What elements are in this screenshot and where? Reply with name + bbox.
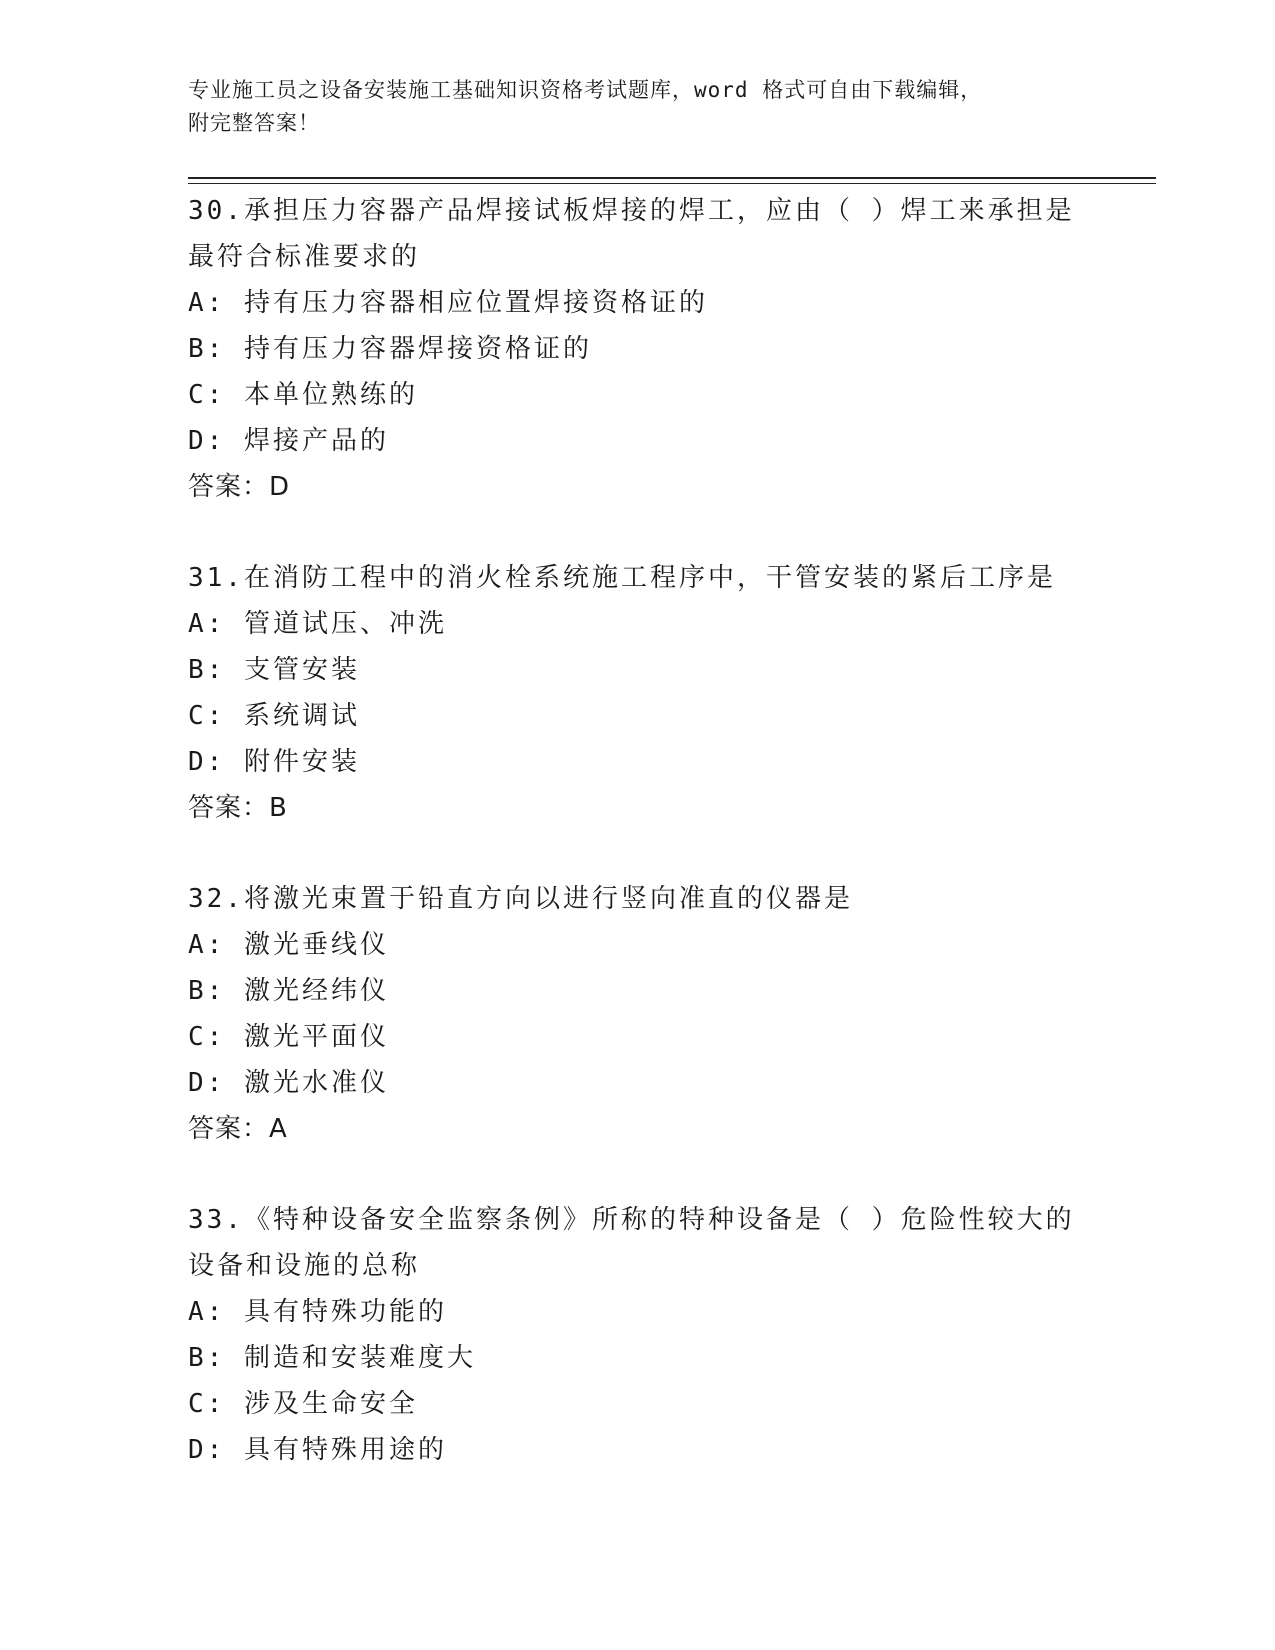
question-stem: 30.承担压力容器产品焊接试板焊接的焊工，应由（ ）焊工来承担是: [188, 196, 1075, 226]
option-d: D: 激光水准仪: [188, 1068, 389, 1098]
question-33: [188, 1197, 1088, 1473]
document-header: [188, 74, 1068, 140]
header-line: 专业施工员之设备安装施工基础知识资格考试题库，word 格式可自由下载编辑，: [188, 78, 983, 102]
option-a: A: 具有特殊功能的: [188, 1297, 447, 1327]
question-list: [188, 188, 1088, 1518]
option-c: C: 系统调试: [188, 701, 360, 731]
question-32: [188, 876, 1088, 1152]
header-line: 附完整答案！: [188, 111, 320, 135]
question-stem: 最符合标准要求的: [188, 242, 421, 272]
option-d: D: 焊接产品的: [188, 426, 389, 456]
header-divider-thick: [188, 177, 1156, 179]
question-stem: 33.《特种设备安全监察条例》所称的特种设备是（ ）危险性较大的: [188, 1205, 1075, 1235]
header-divider-thin: [188, 183, 1156, 184]
question-31: [188, 555, 1088, 831]
option-b: B: 支管安装: [188, 655, 360, 685]
question-stem: 设备和设施的总称: [188, 1251, 421, 1281]
answer-label: 答案：A: [188, 1114, 288, 1144]
question-stem: 31.在消防工程中的消火栓系统施工程序中，干管安装的紧后工序是: [188, 563, 1056, 593]
option-a: A: 管道试压、冲洗: [188, 609, 447, 639]
question-30: [188, 188, 1088, 510]
option-c: C: 激光平面仪: [188, 1022, 389, 1052]
option-d: D: 具有特殊用途的: [188, 1435, 447, 1465]
option-a: A: 持有压力容器相应位置焊接资格证的: [188, 288, 708, 318]
question-stem: 32.将激光束置于铅直方向以进行竖向准直的仪器是: [188, 884, 853, 914]
option-b: B: 激光经纬仪: [188, 976, 389, 1006]
option-d: D: 附件安装: [188, 747, 360, 777]
option-c: C: 本单位熟练的: [188, 380, 418, 410]
answer-label: 答案：B: [188, 793, 288, 823]
answer-label: 答案：D: [188, 472, 291, 502]
option-a: A: 激光垂线仪: [188, 930, 389, 960]
option-b: B: 持有压力容器焊接资格证的: [188, 334, 592, 364]
option-c: C: 涉及生命安全: [188, 1389, 418, 1419]
option-b: B: 制造和安装难度大: [188, 1343, 476, 1373]
